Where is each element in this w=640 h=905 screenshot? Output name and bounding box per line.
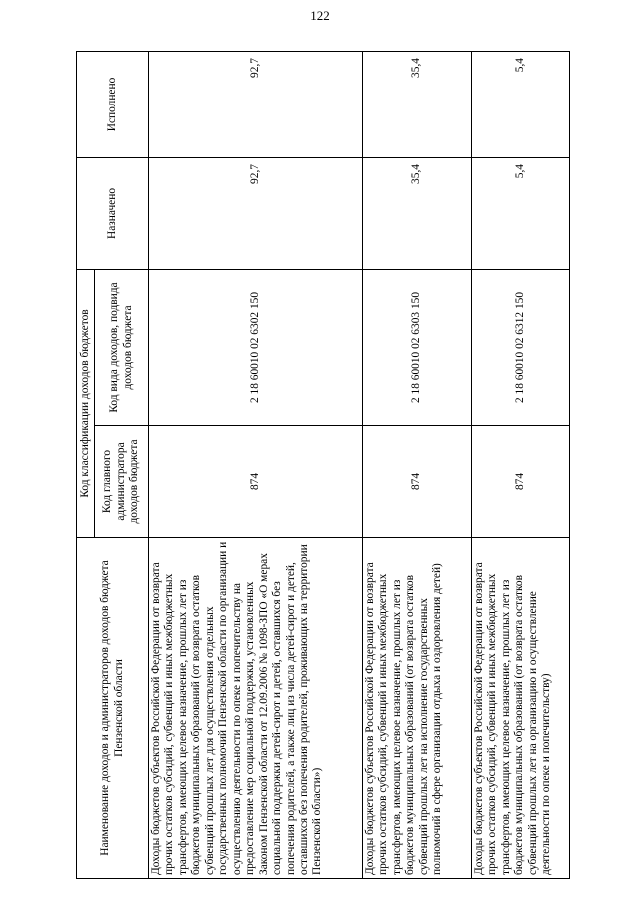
table-rotation-wrapper [76,52,569,879]
row-assigned: 5,4 [472,158,570,270]
header-admin-code: Код главного администратора доходов бюджета [95,426,149,538]
rotated-table-container [76,52,569,879]
row-executed: 5,4 [472,52,570,158]
row-name: Доходы бюджетов субъектов Российской Федерации от возврата прочих остатков субсидий, субвенций и иных межбюджетных трансфертов, имеющих целевое назначение, прошлых лет из бюджетов муниципальных образований (от возврата остатков субвенций прошлых лет на исполнение государственных полномочий в сфере организации отдыха и оздоровления детей) [363,538,472,879]
row-income-code: 2 18 60010 02 6302 150 [149,270,363,426]
header-name: Наименование доходов и администраторов доходов бюджета Пензенской области [77,538,149,879]
header-assigned: Назначено [77,158,149,270]
row-name: Доходы бюджетов субъектов Российской Федерации от возврата прочих остатков субсидий, субвенций и иных межбюджетных трансфертов, имеющих целевое назначение, прошлых лет из бюджетов муниципальных образований (от возврата остатков субвенций прошлых лет на организацию и осуществление деятельности по опеке и попечительству) [472,538,570,879]
row-executed: 92,7 [149,52,363,158]
table-row [363,52,472,879]
row-assigned: 92,7 [149,158,363,270]
budget-income-table [76,51,570,879]
row-assigned: 35,4 [363,158,472,270]
row-name: Доходы бюджетов субъектов Российской Федерации от возврата прочих остатков субсидий, субвенций и иных межбюджетных трансфертов, имеющих целевое назначение, прошлых лет из бюджетов муниципальных образований (от возврата остатков субвенций прошлых лет для осуществления отдельных государственных полномочий Пензенской области по организации и осуществлению деятельности по опеке и попечительству на предоставление мер социальной поддержки, установленных Законом Пензенской области от 12.09.2006 № 1098-ЗПО «О мерах социальной поддержки детей-сирот и детей, оставшихся без попечения родителей, а также лиц из числа детей-сирот и детей, оставшихся без попечения родителей, проживающих на территории Пензенской области») [149,538,363,879]
row-admin-code: 874 [472,426,570,538]
row-admin-code: 874 [149,426,363,538]
page-number: 122 [310,8,330,23]
row-executed: 35,4 [363,52,472,158]
row-income-code: 2 18 60010 02 6312 150 [472,270,570,426]
table-row [472,52,570,879]
header-executed: Исполнено [77,52,149,158]
header-income-code: Код вида доходов, подвида доходов бюджета [95,270,149,426]
row-admin-code: 874 [363,426,472,538]
table-row [149,52,363,879]
row-income-code: 2 18 60010 02 6303 150 [363,270,472,426]
header-code-group: Код классификации доходов бюджетов [77,270,95,538]
